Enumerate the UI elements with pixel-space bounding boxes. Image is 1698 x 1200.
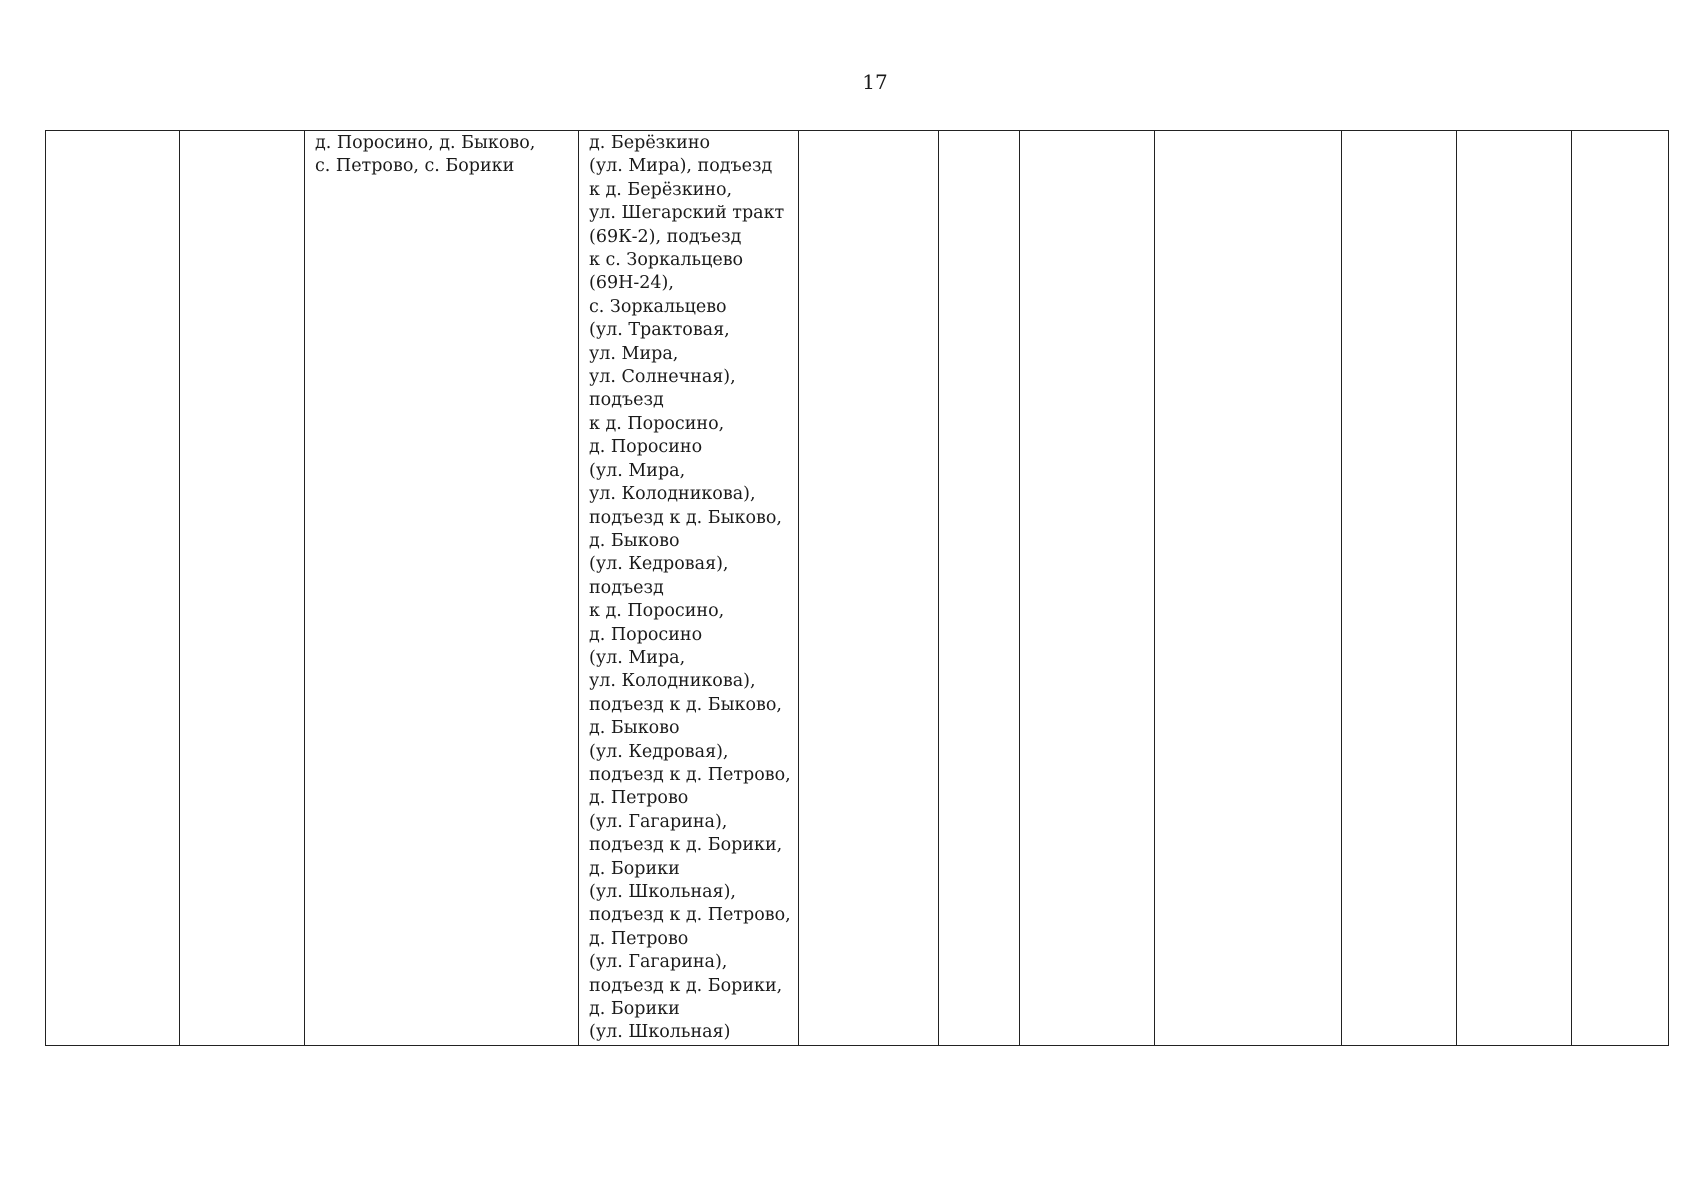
- table-cell-col-8: [1155, 131, 1342, 1046]
- cell-line: ул. Колодникова),: [589, 484, 756, 505]
- cell-line: к с. Зоркальцево: [589, 250, 744, 271]
- cell-line: д. Берёзкино: [589, 133, 711, 153]
- table-cell-col-1: [46, 131, 180, 1046]
- cell-line: с. Зоркальцево: [589, 296, 727, 317]
- cell-line: ул. Солнечная),: [589, 367, 736, 388]
- table-cell-route: [579, 131, 799, 1046]
- table-cell-col-2: [180, 131, 305, 1046]
- cell-line: к д. Берёзкино,: [589, 179, 733, 200]
- cell-line: д. Поросино: [589, 624, 703, 645]
- cell-line: д. Быково: [589, 530, 680, 551]
- table-row: [46, 131, 1669, 1046]
- cell-line: д. Поросино: [589, 437, 703, 458]
- cell-line: подъезд к д. Борики,: [589, 835, 783, 856]
- table-cell-col-9: [1342, 131, 1457, 1046]
- cell-line: подъезд: [589, 577, 664, 598]
- cell-line: (ул. Кедровая),: [589, 554, 729, 575]
- cell-line: (ул. Мира,: [589, 647, 686, 668]
- cell-line: подъезд к д. Петрово,: [589, 764, 791, 785]
- cell-line: (ул. Мира), подъезд: [589, 156, 773, 177]
- cell-line: к д. Поросино,: [589, 413, 725, 434]
- data-table: [45, 130, 1669, 1046]
- page-number: 17: [862, 70, 888, 94]
- table-cell-col-10: [1457, 131, 1572, 1046]
- cell-line: д. Петрово: [589, 788, 689, 809]
- table-cell-settlements: [305, 131, 579, 1046]
- cell-line: (ул. Школьная),: [589, 882, 736, 902]
- cell-line: подъезд: [589, 390, 664, 411]
- cell-line: подъезд к д. Петрово,: [589, 905, 791, 926]
- cell-line: д. Быково: [589, 718, 680, 739]
- table-cell-col-11: [1572, 131, 1669, 1046]
- cell-line: д. Петрово: [589, 928, 689, 949]
- cell-line: д. Борики: [589, 858, 680, 879]
- cell-line: подъезд к д. Борики,: [589, 975, 783, 996]
- cell-line: (ул. Мира,: [589, 460, 686, 481]
- cell-line: ул. Колодникова),: [589, 671, 756, 692]
- cell-line: к д. Поросино,: [589, 601, 725, 622]
- cell-line: ул. Мира,: [589, 343, 679, 364]
- table-cell-col-5: [799, 131, 939, 1046]
- cell-line: (69Н-24),: [589, 273, 674, 294]
- cell-line: (ул. Кедровая),: [589, 741, 729, 762]
- cell-line: д. Поросино, д. Быково,: [315, 133, 536, 153]
- cell-line: (ул. Гагарина),: [589, 811, 728, 832]
- cell-line: подъезд к д. Быково,: [589, 507, 782, 528]
- table-cell-col-7: [1020, 131, 1155, 1046]
- cell-line: (ул. Школьная): [589, 1022, 731, 1043]
- cell-line: (ул. Трактовая,: [589, 320, 730, 341]
- cell-line: подъезд к д. Быково,: [589, 694, 782, 715]
- cell-line: д. Борики: [589, 999, 680, 1020]
- cell-line: с. Петрово, с. Борики: [315, 156, 515, 177]
- cell-line: (69К-2), подъезд: [589, 226, 742, 247]
- table-cell-col-6: [939, 131, 1020, 1046]
- cell-line: ул. Шегарский тракт: [589, 203, 785, 224]
- cell-line: (ул. Гагарина),: [589, 952, 728, 973]
